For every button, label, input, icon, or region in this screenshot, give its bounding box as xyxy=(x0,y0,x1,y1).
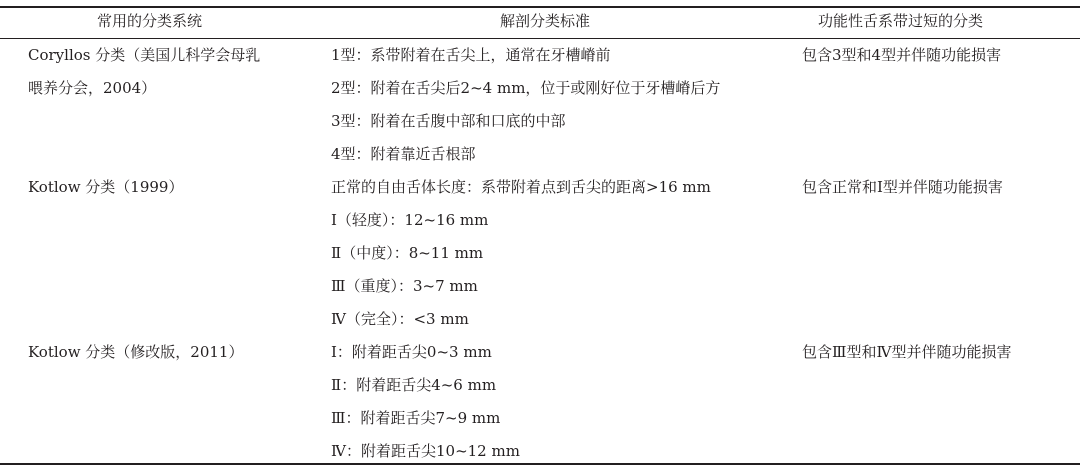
table-bottom-rule xyxy=(0,463,1080,465)
functional-coryllos: 包含3型和4型并伴随功能损害 xyxy=(802,46,1002,64)
functional-kotlow-2011: 包含Ⅲ型和Ⅳ型并伴随功能损害 xyxy=(802,343,1012,361)
criteria-item: 正常的自由舌体长度：系带附着点到舌尖的距离>16 mm xyxy=(331,178,711,196)
criteria-item: Ⅱ：附着距舌尖4~6 mm xyxy=(331,376,497,394)
criteria-item: Ⅱ（中度）：8~11 mm xyxy=(331,244,484,262)
system-kotlow-1999: Kotlow 分类（1999） xyxy=(28,178,184,196)
criteria-item: 3型：附着在舌腹中部和口底的中部 xyxy=(331,112,566,130)
criteria-item: Ⅰ（轻度）：12~16 mm xyxy=(331,211,489,229)
header-functional-classification: 功能性舌系带过短的分类 xyxy=(818,12,984,30)
functional-kotlow-1999: 包含正常和Ⅰ型并伴随功能损害 xyxy=(802,178,1003,196)
table-top-rule xyxy=(0,6,1080,8)
table-header-rule xyxy=(0,38,1080,39)
criteria-item: 4型：附着靠近舌根部 xyxy=(331,145,476,163)
criteria-item: Ⅰ：附着距舌尖0~3 mm xyxy=(331,343,492,361)
criteria-item: Ⅲ：附着距舌尖7~9 mm xyxy=(331,409,501,427)
system-kotlow-2011: Kotlow 分类（修改版，2011） xyxy=(28,343,244,361)
system-coryllos-line2: 喂养分会，2004） xyxy=(28,79,157,97)
criteria-item: Ⅳ：附着距舌尖10~12 mm xyxy=(331,442,520,460)
system-coryllos-line1: Coryllos 分类（美国儿科学会母乳 xyxy=(28,46,261,64)
criteria-item: Ⅳ（完全）：<3 mm xyxy=(331,310,469,328)
header-anatomical-criteria: 解剖分类标准 xyxy=(500,12,591,30)
criteria-item: 2型：附着在舌尖后2~4 mm，位于或刚好位于牙槽嵴后方 xyxy=(331,79,721,97)
criteria-item: Ⅲ（重度）：3~7 mm xyxy=(331,277,478,295)
header-classification-system: 常用的分类系统 xyxy=(97,12,203,30)
criteria-item: 1型：系带附着在舌尖上，通常在牙槽嵴前 xyxy=(331,46,611,64)
